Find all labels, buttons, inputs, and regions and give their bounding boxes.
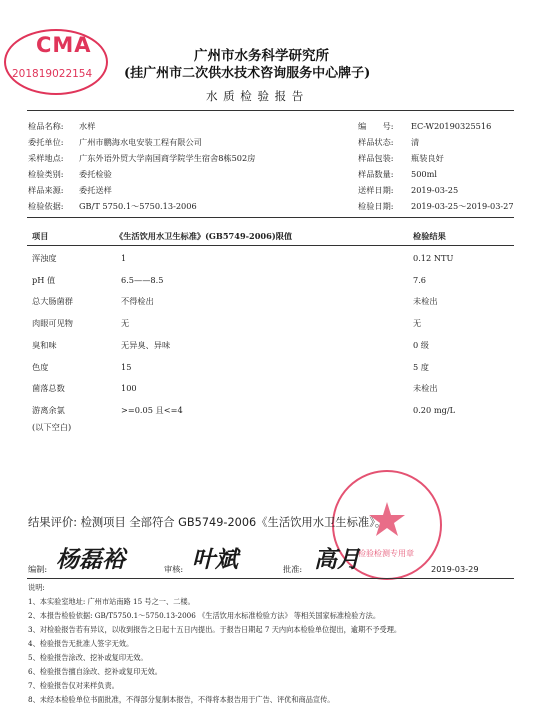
table-header-limit: 《生活饮用水卫生标准》(GB5749-2006)限值	[115, 231, 293, 241]
header-divider	[27, 110, 514, 111]
row-item: pH 值	[32, 275, 56, 285]
row-item: 臭和味	[32, 340, 57, 350]
info-value: 委托检验	[79, 169, 112, 179]
approver-label: 批准:	[283, 564, 303, 574]
row-result: 未检出	[413, 383, 438, 393]
info-label: 样品包装:	[358, 153, 394, 163]
info-value: 水样	[79, 121, 96, 131]
info-value: 2019-03-25	[411, 185, 459, 195]
info-label: 样品状态:	[358, 137, 394, 147]
info-label: 检验依据:	[28, 201, 64, 211]
info-label: 检验日期:	[358, 201, 394, 211]
reviewer-label: 审核:	[164, 564, 184, 574]
info-value: EC-W20190325516	[411, 121, 492, 131]
row-result: 0.20 mg/L	[413, 405, 456, 415]
row-limit: 无异臭、异味	[121, 340, 171, 350]
info-divider	[27, 217, 514, 218]
row-limit: 100	[121, 383, 137, 393]
info-label: 检验类别:	[28, 169, 64, 179]
note-item: 5、检验报告涂改、挖补或复印无效。	[28, 653, 148, 662]
org-subname: (挂广州市二次供水技术咨询服务中心牌子)	[124, 66, 371, 81]
note-item: 8、未经本检验单位书面批准，不得部分复制本报告，不得将本报告用于广告、评优和商品宣传。	[28, 695, 335, 704]
info-value: 广东外语外贸大学南国商学院学生宿舍8栋502房	[79, 153, 256, 163]
info-value: 委托送样	[79, 185, 112, 195]
row-limit: >=0.05 且<=4	[121, 405, 183, 415]
seal-center-text: 检验检测专用章	[358, 549, 414, 558]
conclusion: 结果评价: 检测项目 全部符合 GB5749-2006《生活饮用水卫生标准》。	[28, 516, 387, 529]
row-limit: 无	[121, 318, 130, 328]
row-item: 菌落总数	[32, 383, 65, 393]
table-header-divider	[27, 245, 514, 246]
note-item: 7、检验报告仅对来样负责。	[28, 681, 119, 690]
row-result: 0.12 NTU	[413, 253, 454, 263]
row-item: 游离余氯	[32, 405, 65, 415]
note-item: 3、对检验报告若有异议，以收到报告之日起十五日内提出。于报告日期起 7 天内向本检验单位提出，逾期不予受理。	[28, 625, 402, 634]
note-item: 4、检验报告无批准人签字无效。	[28, 639, 134, 648]
approver-signature: 高月	[314, 546, 360, 573]
report-title: 水 质 检 验 报 告	[206, 89, 305, 103]
info-label: 检品名称:	[28, 121, 64, 131]
row-result: 无	[413, 318, 422, 328]
note-item: 2、本报告检验依据: GB/T5750.1～5750.13-2006 《生活饮用水标准检验方法》 等相关国家标准检验方法。	[28, 611, 381, 620]
notes-title: 说明:	[28, 583, 45, 592]
table-header-item: 项目	[32, 231, 49, 241]
info-value: 广州市鹏海水电安装工程有限公司	[79, 137, 202, 147]
info-value: 500ml	[411, 169, 438, 179]
author-signature: 杨磊裕	[56, 546, 125, 573]
row-result: 5 度	[413, 362, 429, 372]
note-item: 6、检验报告擅自涂改、挖补或复印无效。	[28, 667, 162, 676]
row-item: 肉眼可见物	[32, 318, 73, 328]
row-limit: 15	[121, 362, 132, 372]
info-label: 委托单位:	[28, 137, 64, 147]
table-header-result: 检验结果	[413, 231, 446, 241]
info-value: 清	[411, 137, 420, 147]
cma-logo: CMA	[36, 33, 92, 57]
info-label: 采样地点:	[28, 153, 64, 163]
cma-cert-number: 201819022154	[12, 68, 93, 80]
row-item: 色度	[32, 362, 49, 372]
row-item: 总大肠菌群	[32, 296, 73, 306]
report-date: 2019-03-29	[431, 564, 479, 574]
row-result: 0 级	[413, 340, 429, 350]
author-label: 编制:	[28, 564, 48, 574]
row-limit: 6.5——8.5	[121, 275, 164, 285]
info-value: 瓶装良好	[411, 153, 444, 163]
row-result: 未检出	[413, 296, 438, 306]
reviewer-signature: 叶斌	[192, 546, 238, 573]
info-label: 编 号:	[358, 121, 394, 131]
info-label: 样品数量:	[358, 169, 394, 179]
row-limit: 不得检出	[121, 296, 154, 306]
row-result: 7.6	[413, 275, 427, 285]
info-value: GB/T 5750.1～5750.13-2006	[79, 201, 197, 211]
table-end-note: (以下空白)	[32, 422, 72, 432]
info-label: 送样日期:	[358, 185, 394, 195]
row-item: 浑浊度	[32, 253, 57, 263]
notes-divider	[27, 578, 514, 579]
info-value: 2019-03-25～2019-03-27	[411, 201, 514, 211]
org-name: 广州市水务科学研究所	[194, 48, 329, 64]
note-item: 1、本实验室地址: 广州市站南路 15 号之一、二楼。	[28, 597, 195, 606]
row-limit: 1	[121, 253, 127, 263]
info-label: 样品来源:	[28, 185, 64, 195]
